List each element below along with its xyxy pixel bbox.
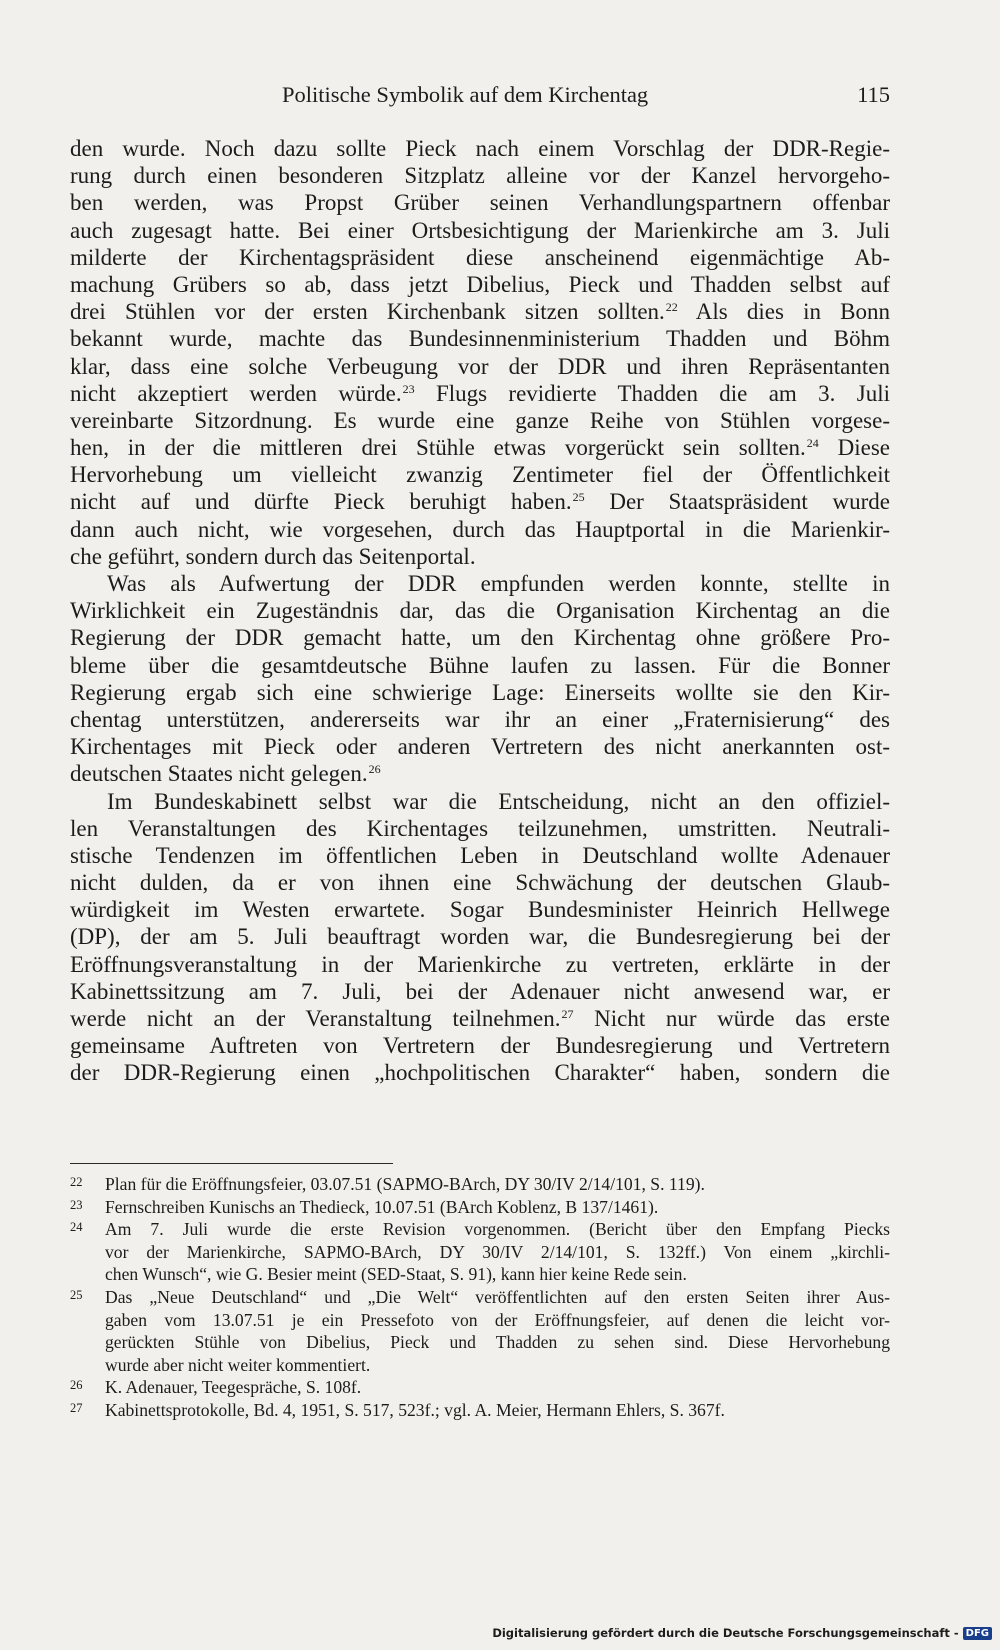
footnote-mark: 23 bbox=[402, 381, 415, 396]
footnote bbox=[70, 1399, 890, 1422]
footnote-line: wurde aber nicht weiter kommentiert. bbox=[105, 1354, 371, 1375]
footnote-number: 24 bbox=[70, 1220, 83, 1235]
footnote-line: Fernschreiben Kunischs an Thedieck, 10.07.51 (BArch Koblenz, B 137/1461). bbox=[105, 1196, 659, 1217]
footnote-number: 22 bbox=[70, 1175, 83, 1189]
footnote-number: 26 bbox=[70, 1378, 83, 1393]
body-line: auch zugesagt hatte. Bei einer Ortsbesichtigung der Marienkirche am 3. Juli bbox=[70, 217, 890, 243]
body-line: hen, in der die mittleren drei Stühle etwas vorgerückt sein sollten.$^{24}$ Diese bbox=[70, 435, 890, 461]
body-line: ben werden, was Propst Grüber seinen Verhandlungspartnern offenbar bbox=[70, 190, 890, 216]
body-line: rung durch einen besonderen Sitzplatz alleine vor der Kanzel hervorgeho- bbox=[70, 163, 890, 189]
body-line: nicht dulden, da er von ihnen eine Schwächung der deutschen Glaub- bbox=[70, 870, 890, 896]
body-line: Eröffnungsveranstaltung in der Marienkirche zu vertreten, erklärte in der bbox=[70, 951, 890, 977]
footnote-line: Kabinettsprotokolle, Bd. 4, 1951, S. 517, 523f.; vgl. A. Meier, Hermann Ehlers, S. 367f. bbox=[105, 1399, 725, 1420]
credit-text: Digitalisierung gefördert durch die Deutsche Forschungsgemeinschaft - bbox=[492, 1626, 959, 1640]
footnote-mark: 26 bbox=[368, 762, 381, 777]
body-line: der DDR-Regierung einen „hochpolitischen Charakter“ haben, sondern die bbox=[70, 1060, 890, 1086]
body-line: Kabinettssitzung am 7. Juli, bei der Adenauer nicht anwesend war, er bbox=[70, 978, 890, 1004]
body-line: Im Bundeskabinett selbst war die Entscheidung, nicht an den offiziel- bbox=[107, 788, 890, 814]
body-line: chentag unterstützen, andererseits war ihr an einer „Fraternisierung“ des bbox=[70, 706, 890, 732]
footnote-mark: 27 bbox=[561, 1007, 574, 1021]
digitization-credit bbox=[492, 1624, 992, 1642]
dfg-logo: DFG bbox=[963, 1627, 992, 1640]
footnote bbox=[70, 1218, 890, 1286]
body-line: Regierung ergab sich eine schwierige Lage: Einerseits wollte sie den Kir- bbox=[70, 679, 890, 705]
body-line: deutschen Staates nicht gelegen.$^{26}$ bbox=[70, 761, 381, 787]
footnotes bbox=[70, 1173, 890, 1422]
body-line: würdigkeit im Westen erwartete. Sogar Bundesminister Heinrich Hellwege bbox=[70, 897, 890, 923]
footnote-line: K. Adenauer, Teegespräche, S. 108f. bbox=[105, 1377, 362, 1398]
footnote bbox=[70, 1173, 890, 1196]
footnote-line: gerückten Stühle von Dibelius, Pieck und Thadden zu sehen sind. Diese Hervorhebung bbox=[105, 1332, 890, 1353]
footnote-rule bbox=[70, 1163, 393, 1164]
footnote bbox=[70, 1376, 890, 1399]
footnote-mark: 24 bbox=[806, 436, 819, 451]
body-line: gemeinsame Auftreten von Vertretern der Bundesregierung und Vertretern bbox=[70, 1033, 890, 1059]
footnote bbox=[70, 1196, 890, 1219]
footnote-mark: 22 bbox=[665, 300, 678, 315]
body-line: klar, dass eine solche Verbeugung vor der DDR und ihren Repräsentanten bbox=[70, 353, 890, 379]
footnote-line: gaben vom 13.07.51 je ein Pressefoto von der Eröffnungsfeier, auf denen die leicht vor- bbox=[105, 1309, 890, 1330]
footnote-mark: 25 bbox=[572, 490, 585, 505]
footnote-number: 25 bbox=[70, 1287, 83, 1302]
body-text bbox=[70, 135, 890, 1087]
footnote-line: Am 7. Juli wurde die erste Revision vorgenommen. (Bericht über den Empfang Piecks bbox=[105, 1219, 890, 1240]
body-line: len Veranstaltungen des Kirchentages teilzunehmen, umstritten. Neutrali- bbox=[70, 815, 890, 841]
body-line: (DP), der am 5. Juli beauftragt worden war, die Bundesregierung bei der bbox=[70, 924, 890, 950]
body-line: milderte der Kirchentagspräsident diese anscheinend eigenmächtige Ab- bbox=[70, 244, 890, 270]
running-title: Politische Symbolik auf dem Kirchentag bbox=[282, 82, 649, 107]
body-line: den wurde. Noch dazu sollte Pieck nach einem Vorschlag der DDR-Regie- bbox=[70, 136, 890, 161]
body-line: werde nicht an der Veranstaltung teilnehmen.$^{27}$ Nicht nur würde das erste bbox=[70, 1006, 890, 1031]
body-line: bleme über die gesamtdeutsche Bühne laufen zu lassen. Für die Bonner bbox=[70, 652, 890, 678]
footnote-line: Plan für die Eröffnungsfeier, 03.07.51 (SAPMO-BArch, DY 30/IV 2/14/101, S. 119). bbox=[105, 1174, 705, 1194]
body-line: nicht akzeptiert werden würde.$^{23}$ Flugs revidierte Thadden die am 3. Juli bbox=[70, 380, 890, 406]
body-line: Kirchentages mit Pieck oder anderen Vertretern des nicht anerkannten ost- bbox=[70, 734, 890, 760]
running-head bbox=[70, 82, 890, 112]
page-number: 115 bbox=[857, 82, 890, 107]
body-line: drei Stühlen vor der ersten Kirchenbank sitzen sollten.$^{22}$ Als dies in Bonn bbox=[70, 299, 890, 325]
body-line: che geführt, sondern durch das Seitenportal. bbox=[70, 543, 476, 569]
footnote-line: vor der Marienkirche, SAPMO-BArch, DY 30/IV 2/14/101, S. 132ff.) Von einem „kirchli- bbox=[105, 1241, 890, 1262]
body-line: Hervorhebung um vielleicht zwanzig Zentimeter fiel der Öffentlichkeit bbox=[70, 462, 890, 488]
body-line: machung Grübers so ab, dass jetzt Dibelius, Pieck und Thadden selbst auf bbox=[70, 271, 890, 297]
footnote-line: Das „Neue Deutschland“ und „Die Welt“ veröffentlichten auf den ersten Seiten ihrer Aus- bbox=[105, 1286, 890, 1307]
body-line: Was als Aufwertung der DDR empfunden werden konnte, stellte in bbox=[107, 571, 890, 596]
body-line: dann auch nicht, wie vorgesehen, durch das Hauptportal in die Marienkir- bbox=[70, 516, 890, 542]
body-line: Wirklichkeit ein Zugeständnis dar, das die Organisation Kirchentag an die bbox=[70, 598, 890, 624]
body-line: stische Tendenzen im öffentlichen Leben in Deutschland wollte Adenauer bbox=[70, 842, 890, 868]
body-line: vereinbarte Sitzordnung. Es wurde eine ganze Reihe von Stühlen vorgese- bbox=[70, 407, 890, 433]
footnote bbox=[70, 1286, 890, 1376]
footnote-number: 23 bbox=[70, 1197, 83, 1212]
footnote-number: 27 bbox=[70, 1400, 83, 1415]
body-line: nicht auf und dürfte Pieck beruhigt haben.$^{25}$ Der Staatspräsident wurde bbox=[70, 489, 890, 515]
body-line: bekannt wurde, machte das Bundesinnenministerium Thadden und Böhm bbox=[70, 326, 890, 352]
body-line: Regierung der DDR gemacht hatte, um den Kirchentag ohne größere Pro- bbox=[70, 625, 890, 651]
footnote-line: chen Wunsch“, wie G. Besier meint (SED-Staat, S. 91), kann hier keine Rede sein. bbox=[105, 1264, 687, 1285]
